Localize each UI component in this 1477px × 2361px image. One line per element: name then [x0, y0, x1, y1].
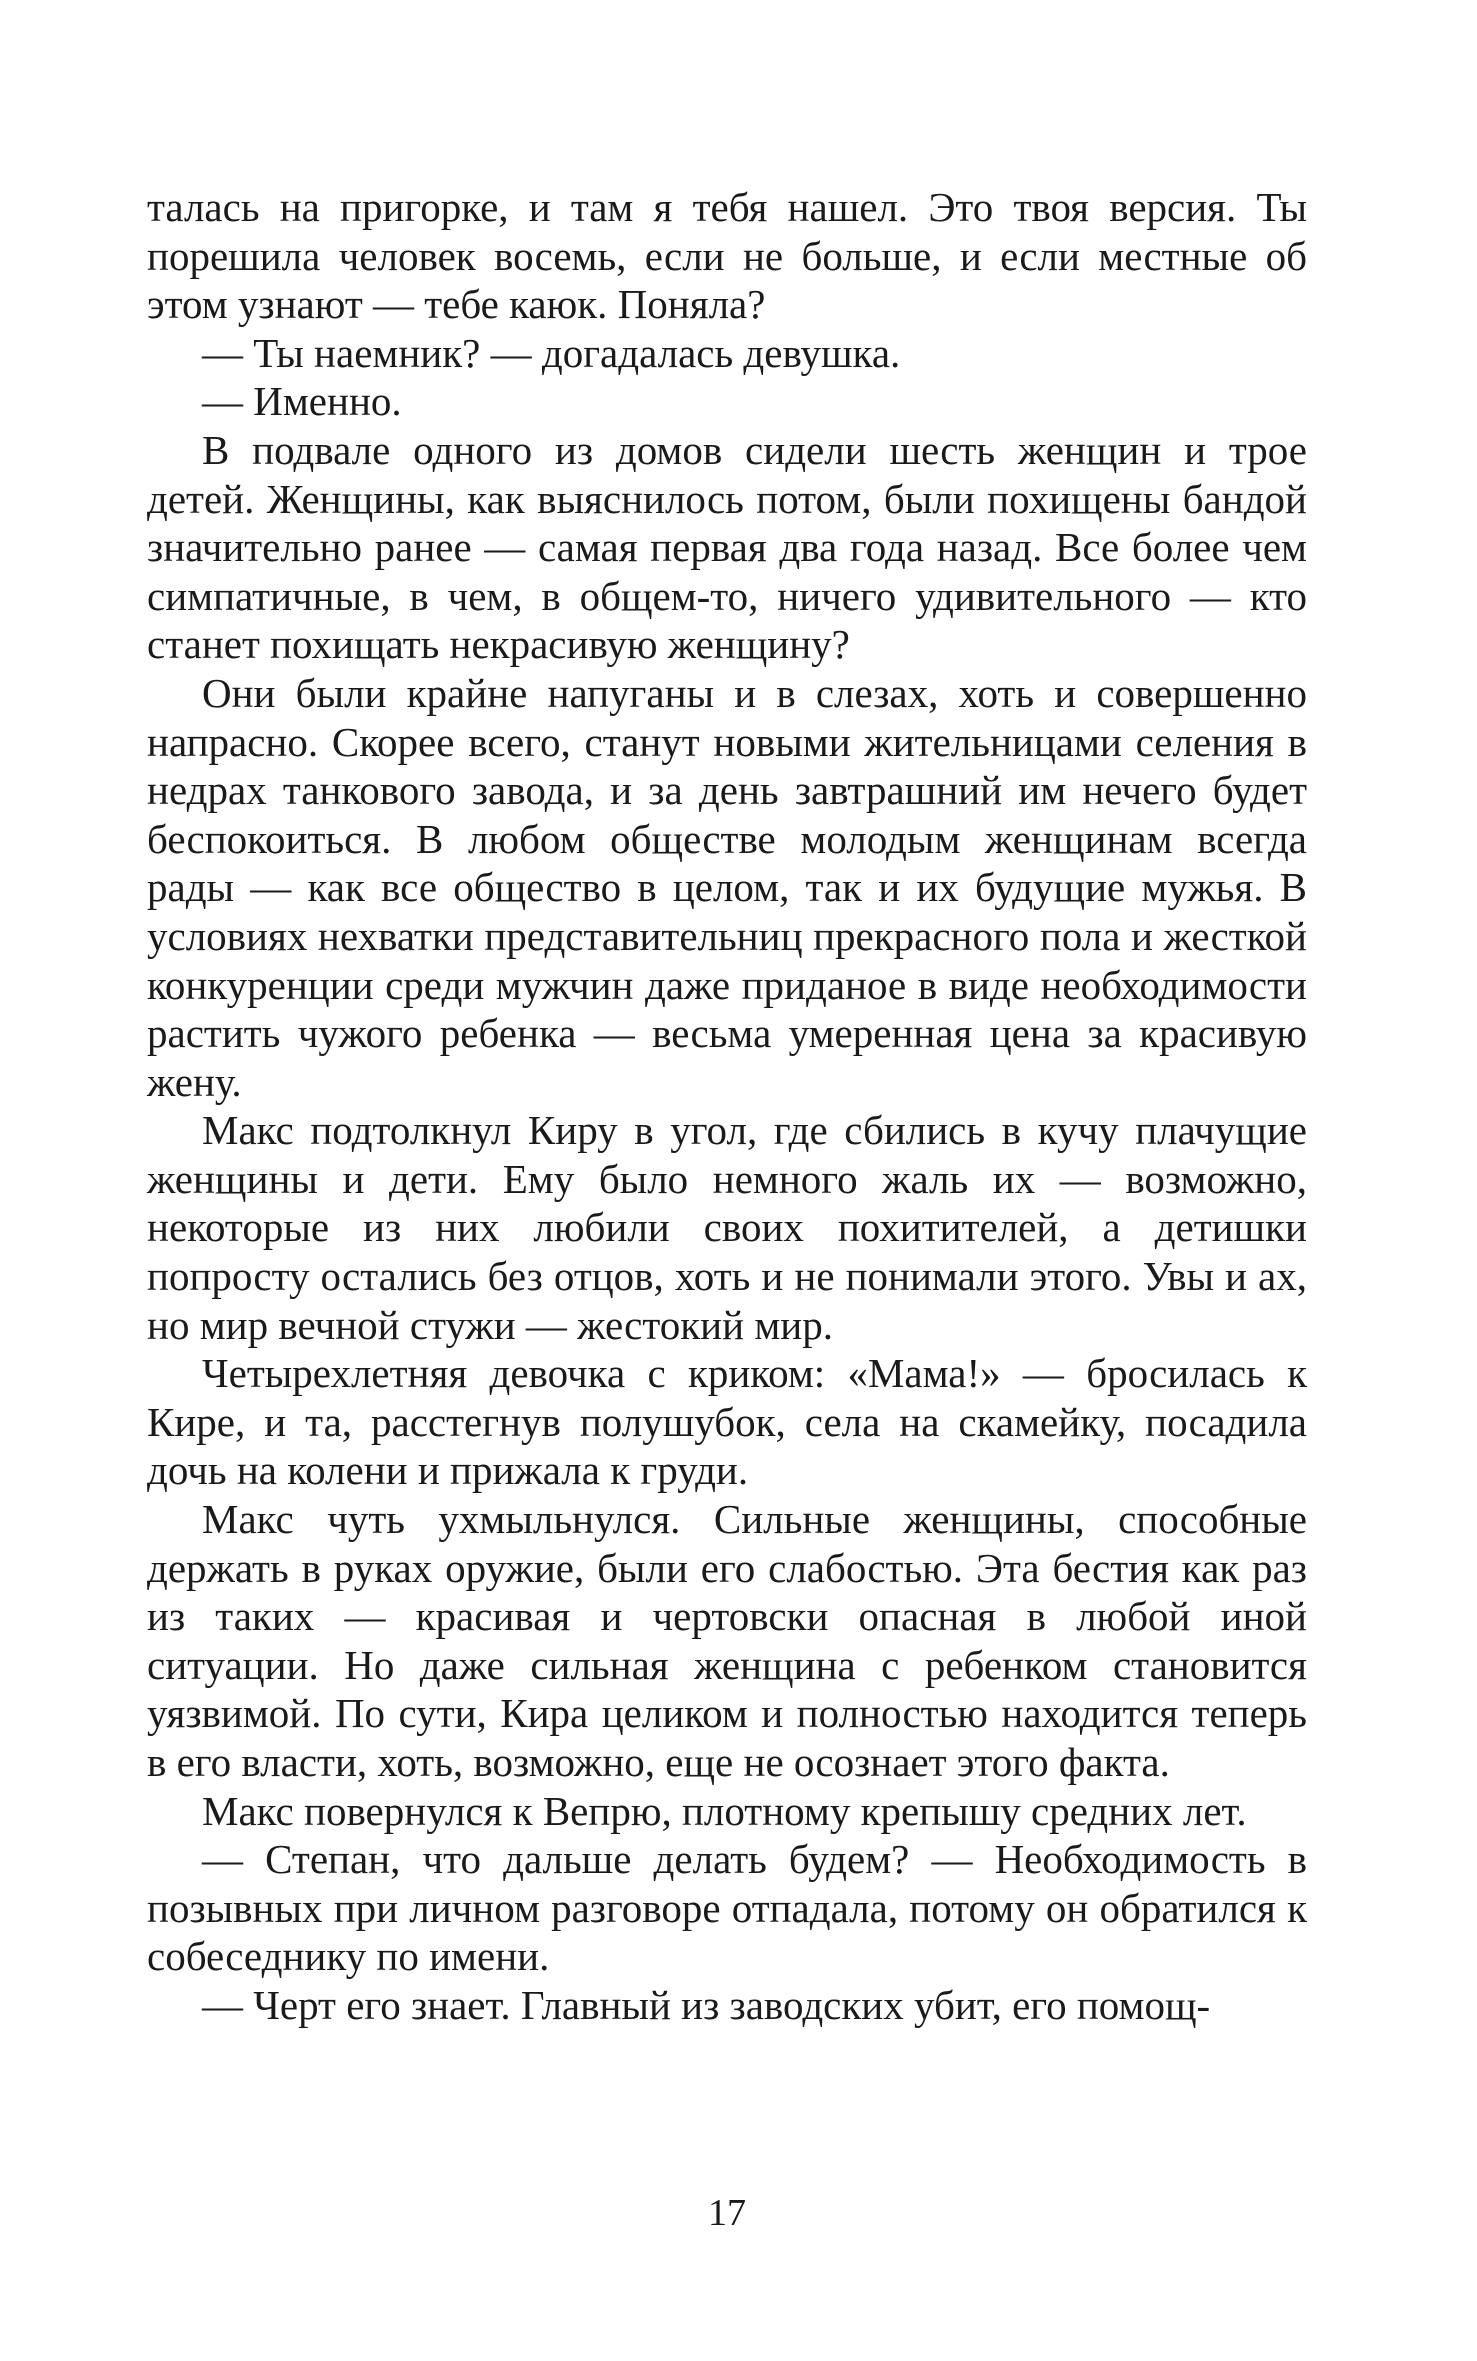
paragraph: Четырехлетняя девочка с криком: «Мама!» — бросилась к Кире, и та, расстегнув полушубок, села на скамейку, посадила дочь на колени и прижала к груди. — [147, 1350, 1307, 1494]
paragraph: — Степан, что дальше делать будем? — Необходимость в позывных при личном разговоре отпадала, потому он обратился к собеседнику по имени. — [147, 1836, 1307, 1980]
book-page — [147, 183, 1307, 2253]
paragraph: Они были крайне напуганы и в слезах, хоть и совершенно напрасно. Скорее всего, станут новыми жительницами селения в недрах танкового завода, и за день завтрашний им нечего будет беспокоиться. В любом обществе молодым женщинам всегда рады — как все общество в целом, так и их будущие мужья. В условиях нехватки представительниц прекрасного пола и жесткой конкуренции среди мужчин даже приданое в виде необходимости растить чужого ребенка — весьма умеренная цена за красивую жену. — [147, 669, 1307, 1105]
paragraph: — Черт его знает. Главный из заводских убит, его помощ- — [202, 1981, 1211, 2028]
paragraph: В подвале одного из домов сидели шесть женщин и трое детей. Женщины, как выяснилось потом, были похищены бандой значительно ранее — самая первая два года назад. Все более чем симпатичные, в чем, в общем-то, ничего удивительного — кто станет похищать некрасивую женщину? — [147, 426, 1307, 668]
paragraph: Макс повернулся к Вепрю, плотному крепышу средних лет. — [202, 1787, 1247, 1834]
page-number: 17 — [708, 2192, 746, 2234]
page-text — [147, 183, 1307, 2030]
paragraph: — Ты наемник? — догадалась девушка. — [202, 329, 901, 376]
paragraph: Макс чуть ухмыльнулся. Сильные женщины, способные держать в руках оружие, были его слабостью. Эта бестия как раз из таких — красивая и чертовски опасная в любой иной ситуации. Но даже сильная женщина с ребенком становится уязвимой. По сути, Кира целиком и полностью находится теперь в его власти, хоть, возможно, еще не осознает этого факта. — [147, 1496, 1307, 1785]
paragraph: Макс подтолкнул Киру в угол, где сбились в кучу плачущие женщины и дети. Ему было немного жаль их — возможно, некоторые из них любили своих похитителей, а детишки попросту остались без отцов, хоть и не понимали этого. Увы и ах, но мир вечной стужи — жестокий мир. — [147, 1107, 1307, 1348]
paragraph: талась на пригорке, и там я тебя нашел. Это твоя версия. Ты порешила человек восемь, если не больше, и если местные об этом узнают — тебе каюк. Поняла? — [147, 184, 1307, 328]
paragraph: — Именно. — [202, 378, 402, 425]
